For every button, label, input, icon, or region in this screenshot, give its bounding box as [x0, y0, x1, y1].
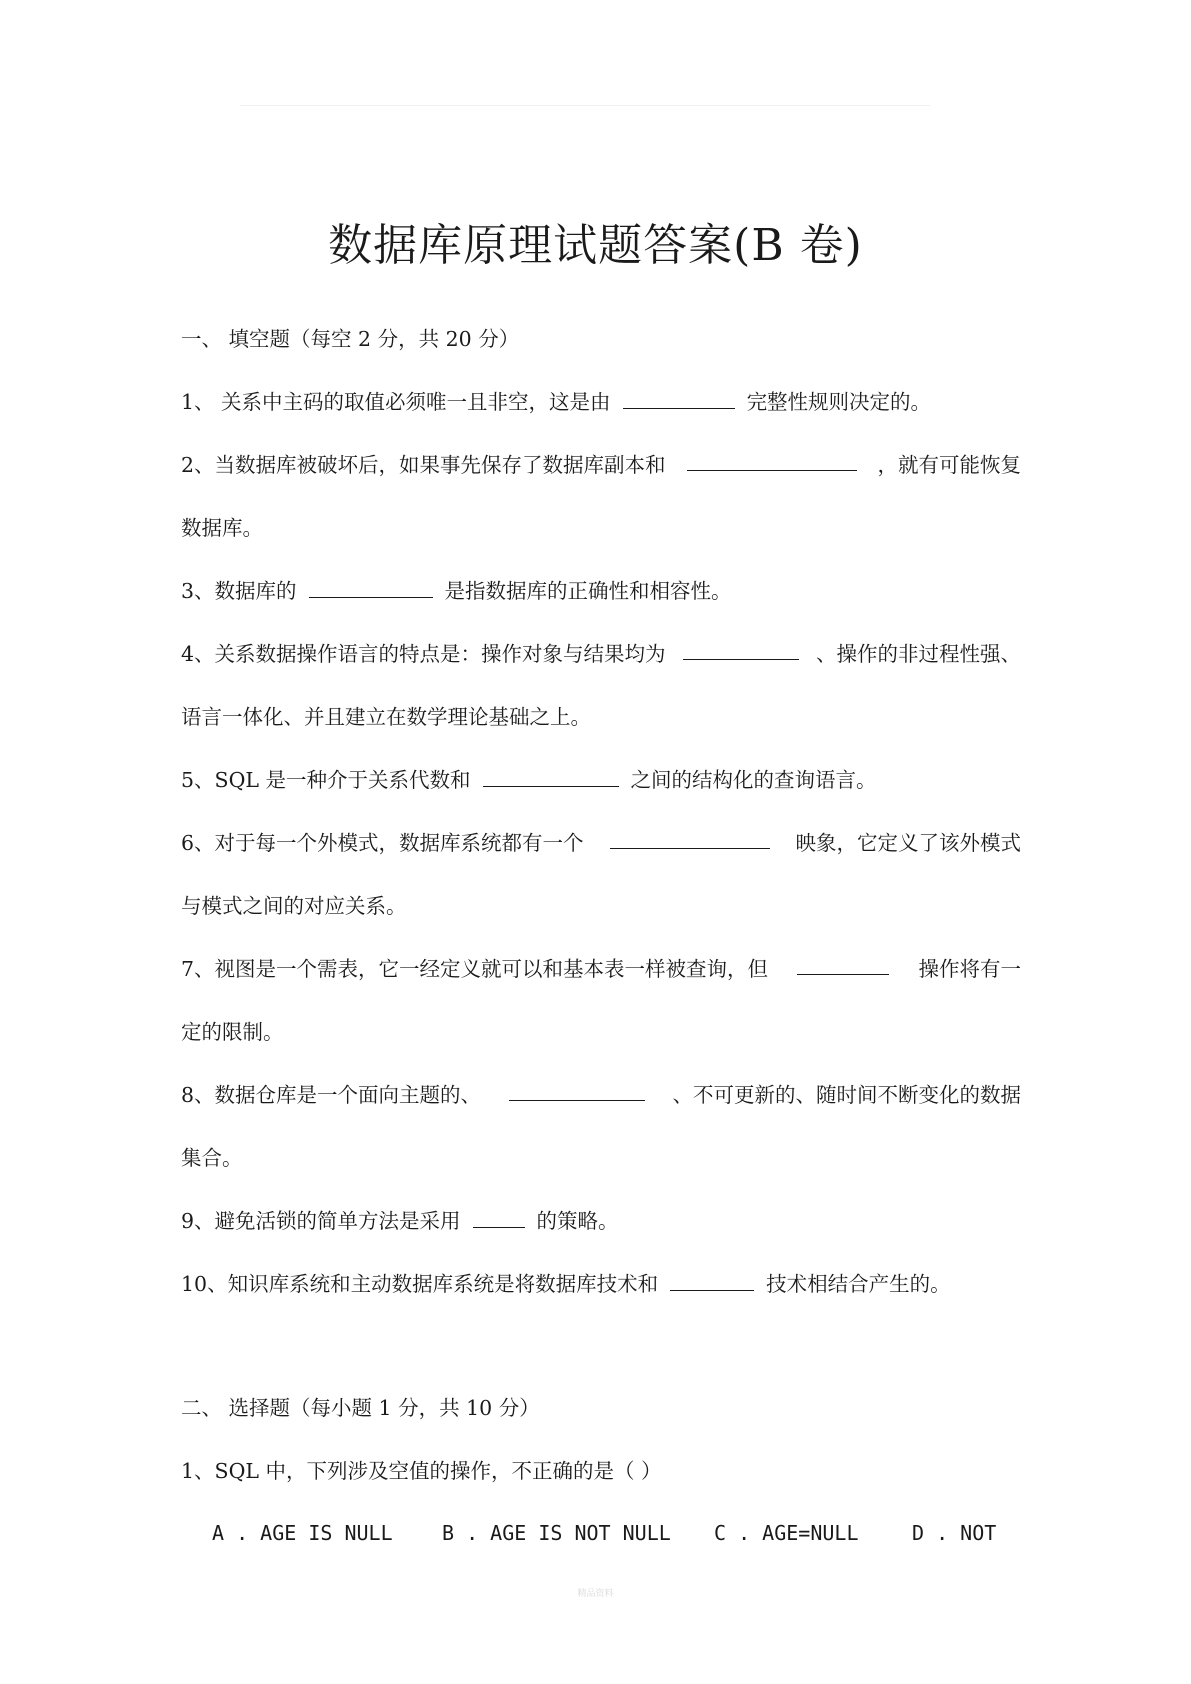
question-8 [181, 1080, 1021, 1110]
section1-heading: 一、 填空题（每空 2 分，共 20 分） [181, 327, 520, 351]
question-8-continuation: 集合。 [181, 1146, 243, 1170]
page-title: 数据库原理试题答案(B 卷) [328, 220, 863, 272]
question-2-continuation: 数据库。 [181, 516, 263, 540]
question-10-tail: 技术相结合产生的。 [766, 1272, 951, 1296]
section2-heading: 二、 选择题（每小题 1 分，共 10 分） [181, 1396, 540, 1420]
answer-blank [610, 828, 770, 849]
answer-blank [483, 766, 619, 787]
question-9-tail: 的策略。 [536, 1209, 619, 1233]
question-4 [181, 639, 1021, 669]
answer-blank [309, 577, 433, 598]
answer-blank [509, 1080, 645, 1101]
question-7-continuation: 定的限制。 [181, 1020, 284, 1044]
question-4-text: 4、关系数据操作语言的特点是：操作对象与结果均为 [181, 642, 666, 666]
question-3-text: 3、数据库的 [181, 579, 297, 603]
option-a: A . AGE IS NULL [212, 1521, 393, 1545]
option-c: C . AGE=NULL [714, 1521, 859, 1545]
question-10-text: 10、知识库系统和主动数据库系统是将数据库技术和 [181, 1272, 659, 1296]
option-b: B . AGE IS NOT NULL [442, 1521, 671, 1545]
question-3 [181, 576, 1021, 606]
answer-blank [623, 388, 735, 409]
question-6 [181, 828, 1021, 858]
answer-blank [473, 1207, 525, 1228]
question-3-tail: 是指数据库的正确性和相容性。 [444, 579, 732, 603]
question-1-text: 1、 关系中主码的取值必须唯一且非空，这是由 [181, 390, 611, 414]
question-10 [181, 1269, 1021, 1299]
question-7-text: 7、视图是一个需表，它一经定义就可以和基本表一样被查询，但 [181, 957, 769, 981]
question-1 [181, 387, 1021, 417]
answer-blank [670, 1270, 754, 1291]
question-7 [181, 954, 1021, 984]
question-6-tail: 映象，它定义了该外模式 [795, 831, 1021, 855]
option-d: D . NOT [912, 1521, 997, 1545]
question-6-continuation: 与模式之间的对应关系。 [181, 894, 407, 918]
question-5-tail: 之间的结构化的查询语言。 [630, 768, 877, 792]
question-4-continuation: 语言一体化、并且建立在数学理论基础之上。 [181, 705, 591, 729]
question-4-tail: 、操作的非过程性强、 [815, 642, 1021, 666]
header-rule [240, 105, 930, 106]
answer-blank [797, 954, 889, 975]
question-2 [181, 450, 1021, 480]
question-8-text: 8、数据仓库是一个面向主题的、 [181, 1083, 482, 1107]
question-8-tail: 、不可更新的、随时间不断变化的数据 [672, 1083, 1021, 1107]
question-9-text: 9、避免活锁的简单方法是采用 [181, 1209, 461, 1233]
question-1-tail: 完整性规则决定的。 [746, 390, 932, 414]
question-2-tail: ，就有可能恢复 [877, 453, 1021, 477]
question-5-text: 5、SQL 是一种介于关系代数和 [181, 768, 471, 792]
answer-blank [683, 639, 799, 660]
answer-blank [687, 450, 857, 471]
footer-watermark: 精品资料 [577, 1589, 614, 1599]
question-5 [181, 765, 1021, 795]
question-6-text: 6、对于每一个外模式，数据库系统都有一个 [181, 831, 584, 855]
choice-question-1: 1、SQL 中，下列涉及空值的操作，不正确的是（ ） [181, 1459, 662, 1483]
question-9 [181, 1206, 1021, 1236]
question-2-text: 2、当数据库被破坏后，如果事先保存了数据库副本和 [181, 453, 666, 477]
question-7-tail: 操作将有一 [918, 957, 1021, 981]
